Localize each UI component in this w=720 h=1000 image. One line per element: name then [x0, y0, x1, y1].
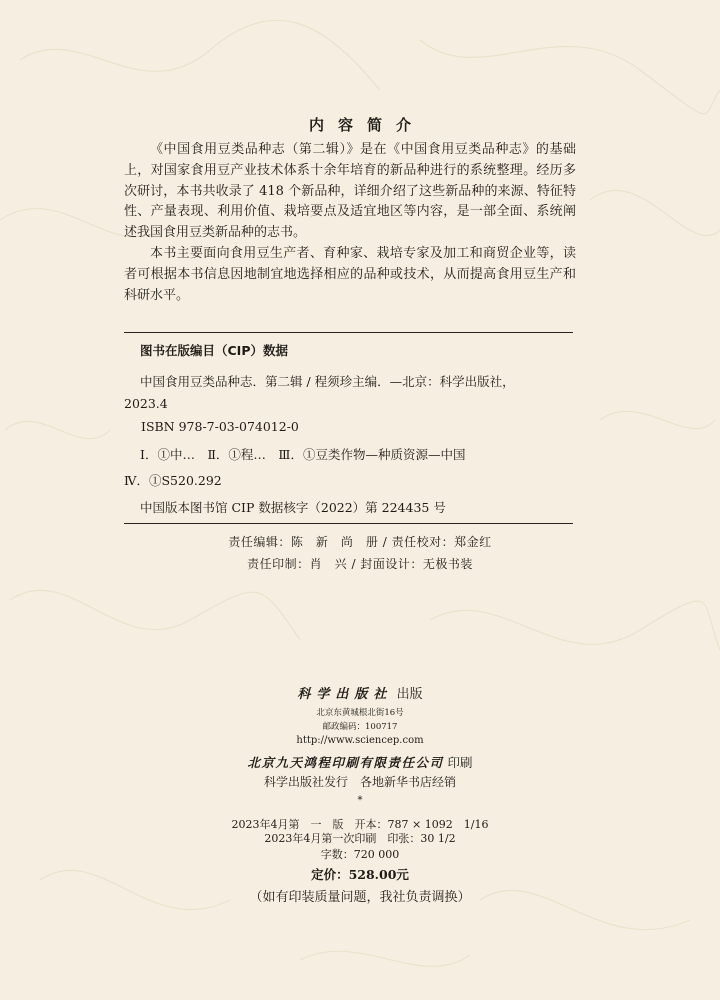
edition-line: 2023年4月第 一 版 开本：787 × 1092 1/16	[231, 818, 489, 831]
editors-line: 责任编辑：陈 新 尚 册 / 责任校对：郑金红	[228, 535, 492, 549]
publisher-name: 科学出版社	[297, 687, 393, 702]
publisher-line	[0, 683, 720, 702]
cip-classification-line: Ⅳ．①S520.292	[124, 473, 222, 488]
cip-top-rule	[124, 332, 573, 333]
production-line: 责任印制：肖 兴 / 封面设计：无极书装	[247, 557, 473, 571]
printer-name: 北京九天鸿程印刷有限责任公司	[247, 755, 444, 770]
publisher-suffix: 出版	[396, 687, 423, 702]
abstract-paragraph: 本书主要面向食用豆生产者、育种家、栽培专家及加工和商贸企业等，读者可根据本书信息因地制宜地选择相应的品种或技术，从而提高食用豆生产和科研水平。	[124, 245, 576, 303]
printer-suffix: 印刷	[447, 755, 473, 770]
cip-bottom-rule	[124, 523, 573, 524]
abstract-body	[124, 140, 576, 306]
publisher-address: 北京东黄城根北街16号	[316, 708, 404, 718]
cip-record-number-line: 中国版本图书馆 CIP 数据核字（2022）第 224435 号	[140, 500, 446, 515]
word-count-line: 字数：720 000	[320, 848, 400, 861]
printing-line: 2023年4月第一次印刷 印张：30 1/2	[264, 832, 456, 845]
cip-title-line: 中国食用豆类品种志．第二辑 / 程须珍主编．—北京：科学出版社，	[140, 374, 515, 389]
cip-subject-line: Ⅰ．①中… Ⅱ．①程… Ⅲ．①豆类作物—种质资源—中国	[140, 447, 466, 462]
cip-isbn-line: ISBN 978-7-03-074012-0	[141, 419, 299, 434]
separator-star: *	[357, 795, 363, 806]
publisher-postcode: 邮政编码：100717	[322, 722, 398, 732]
cip-date-line: 2023.4	[124, 396, 168, 411]
cip-heading: 图书在版编目（CIP）数据	[140, 343, 288, 358]
distribution-line: 科学出版社发行 各地新华书店经销	[263, 775, 456, 789]
price-line: 定价：528.00元	[311, 867, 409, 882]
printer-line	[0, 753, 720, 771]
publisher-website: http://www.sciencep.com	[296, 735, 424, 746]
abstract-title: 内容简介	[308, 116, 425, 134]
quality-notice: （如有印装质量问题，我社负责调换）	[249, 890, 471, 905]
abstract-paragraph: 《中国食用豆类品种志（第二辑）》是在《中国食用豆类品种志》的基础上，对国家食用豆产业技术体系十余年培育的新品种进行的系统整理。经历多次研讨，本书共收录了 418 个新品种，详细介绍了这些新品种的来源、特征特性、产量表现、利用价值、栽培要点及适宜地区等内容，是一部全面、系统阐述我国食用豆类新品种的志书。	[124, 142, 576, 241]
